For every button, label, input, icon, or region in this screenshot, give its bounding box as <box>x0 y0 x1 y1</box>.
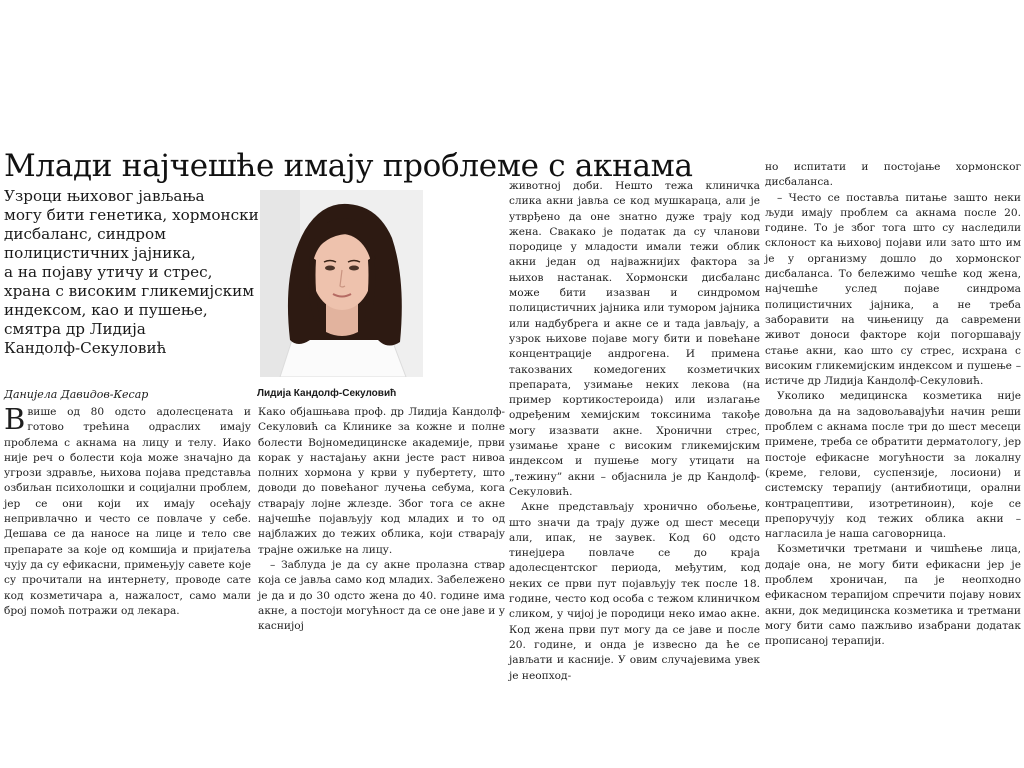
subdeck-line: дисбаланс, синдром <box>4 225 166 243</box>
article-column-3 <box>509 179 760 684</box>
subdeck-line: Узроци њиховог јављања <box>4 187 205 205</box>
paragraph: но испитати и постојање хормонског дисбаланса. <box>765 161 1021 189</box>
subdeck-line: полицистичних јајника, <box>4 244 196 262</box>
byline: Данијела Давидов-Кесар <box>4 388 149 401</box>
subdeck-line: Кандолф-Секуловић <box>4 339 167 357</box>
paragraph <box>4 402 251 619</box>
subdeck-line: могу бити генетика, хормонски <box>4 206 259 224</box>
photo-caption: Лидија Кандолф-Секуловић <box>257 388 397 399</box>
subdeck-line: индексом, као и пушење, <box>4 301 208 319</box>
paragraph: Козметички третмани и чишћење лица, додаје она, не могу бити ефикасни јер је проблем хроничан, па је неопходно ефикасном терапијом спречити појаву нових акни, док медицинска козметика и третмани могу бити само пажљиво изабрани додатак прописаној терапији. <box>765 543 1021 648</box>
subdeck <box>4 187 259 358</box>
portrait-illustration <box>260 190 423 377</box>
paragraph-text: више од 80 одсто адолесцената и готово трећина одраслих имају проблема с акнама на лицу и телу. Иако није реч о болести која може значајно да угрози здравље, њихова појава представља озбиљан психолошки и социјални проблем, јер се они који их имају осећају непривлачно и често се повлаче у себе. Дешава се да наносе на лице и тело све препарате за које од комшија и пријатеља чују да су ефикасни, примењују савете које су прочитали на интернету, проводе сате код козметичара а, нажалост, само мали број помоћ потражи од лекара. <box>4 406 251 617</box>
drop-cap: В <box>4 402 26 436</box>
paragraph: – Често се поставља питање зашто неки људи имају проблем са акнама после 20. године. То је због тога што су наследили склоност ка њиховој појави или зато што им је у организму дошло до хормонског дисбаланса. То бележимо чешће код жена, најчешће услед појаве синдрома полицистичних јајника, а не треба заборавити на чињеницу да савремени живот доноси факторе који погоршавају стање акни, као што су стрес, исхрана с високим гликемијским индексом и пушење – истиче др Лидија Кандолф-Секуловић. <box>765 191 1021 388</box>
paragraph: Уколико медицинска козметика није довољна да на задовољавајући начин реши проблем с акнама после три до шест месеци примене, треба се обратити дерматологу, јер постоје ефикасне могућности за локалну (креме, гелови, суспензије, лосиони) и системску терапију (антибиотици, орални контрацептиви, изотретиноин), које се препоручују код тежих облика акни – нагласила је наша саговорница. <box>765 390 1021 541</box>
paragraph: животној доби. Нешто тежа клиничка слика акни јавља се код мушкараца, али је утврђено да оне знатно дуже трају код жена. Свакако је податак да су чланови породице у младости имали тежи облик акни један од најважнијих фактора за њихов настанак. Хормонски дисбаланс може бити изазван и синдромом полицистичних јајника или тумором јајника или надбубрега и акне се и тада јављају, а узрок њихове појаве могу бити и повећане концентрације андрогена. И примена такозваних комедогених козметичких препарата, узимање неких лекова (на пример кортикостероида) или излагање одређеним хемијским токсинима такође могу изазвати акне. Хронични стрес, узимање хране с високим гликемијским индексом и пушење могу утицати на „тежину” акни – објаснила је др Кандолф-Секуловић. <box>509 180 760 498</box>
article-column-2 <box>258 405 505 634</box>
subdeck-line: храна с високим гликемијским <box>4 282 255 300</box>
article-column-1 <box>4 402 251 619</box>
article-column-4 <box>765 160 1021 650</box>
paragraph: Акне представљају хронично обољење, што значи да трају дуже од шест месеци али, ипак, не заувек. Код 60 одсто тинејџера повлаче се до краја адолесцентског периода, међутим, код неких се први пут појављују тек после 18. године, често код особа с тежом клиничком сликом, у чијој је породици неко имао акне. Код жена први пут могу да се јаве и после 20. године, и онда је извесно да ће се јављати и касније. У овим случајевима увек је неопход- <box>509 501 760 682</box>
paragraph: – Заблуда је да су акне пролазна ствар која се јавља само код младих. Забележено је да и до 30 одсто жена до 40. године има акне, а постоји могућност да се оне јаве и у каснијој <box>258 558 505 633</box>
headline: Млади најчешће имају проблеме с акнама <box>4 148 693 184</box>
paragraph: Како објашњава проф. др Лидија Кандолф-Секуловић са Клинике за кожне и полне болести Војномедицинске академије, први корак у настајању акни јесте раст нивоа полних хормона у крви у пубертету, што доводи до повећаног лучења себума, кога стварају лојне жлезде. Због тога се акне најчешће појављују код младих и то од најблажих до тежих облика, који стварају трајне ожиљке на лицу. <box>258 406 505 556</box>
portrait-photo <box>260 190 423 377</box>
subdeck-line: а на појаву утичу и стрес, <box>4 263 213 281</box>
subdeck-line: смятра др Лидија <box>4 320 146 338</box>
